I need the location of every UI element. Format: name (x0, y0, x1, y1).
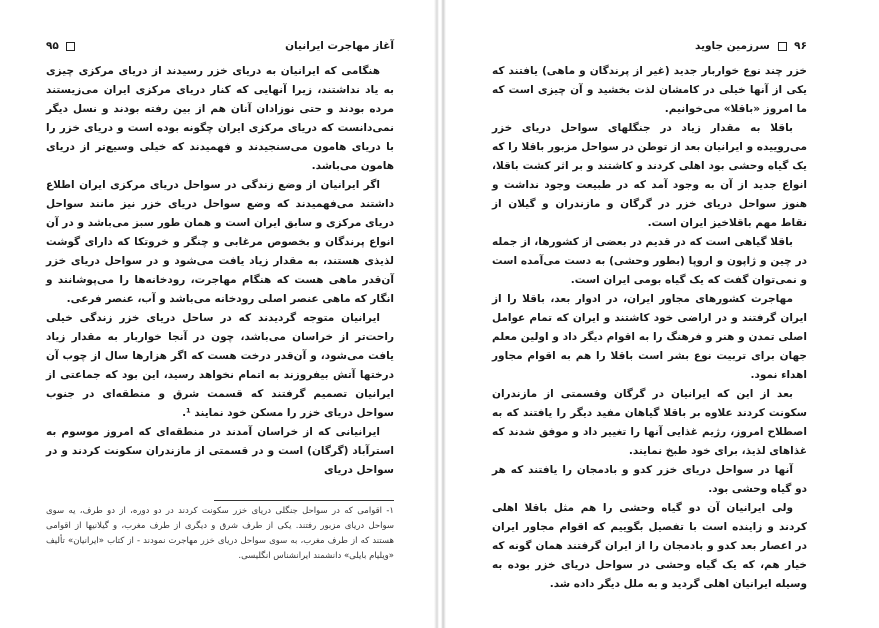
paragraph: اگر ایرانیان از وضع زندگی در سواحل دریای مرکزی ایران اطلاع داشتند می‌فهمیدند که وضع سواحل دریای خزر نیز مانند سواحل دریای مرکزی و سابق ایران است و همان طور سبز می‌باشد و در آن انواع پرندگان و بخصوص مرغابی و چنگر و خروتکا که دارای گوشت لذیذی هستند، به مقدار زیاد یافت می‌شود و در سواحل دریای خزر آن‌قدر ماهی هست که هنگام مهاجرت، رودخانه‌ها را می‌پوشانند و انگار که ماهی عنصر اصلی رودخانه می‌باشد و آب، عنصر فرعی. (46, 179, 394, 305)
paragraph: خزر چند نوع خواربار جدید (غیر از پرندگان و ماهی) یافتند که یکی از آنها خیلی در کامشان لذت بخشید و آن چیزی است که ما امروز «باقلا» می‌خوانیم. (492, 65, 807, 115)
right-running-title: سرزمین جاوید (695, 40, 770, 52)
book-gutter (434, 0, 446, 628)
left-page (0, 0, 434, 628)
paragraph: هنگامی که ایرانیان به دریای خزر رسیدند از دریای مرکزی چیزی به یاد نداشتند، زیرا آنهایی که کنار دریای مرکزی ایران می‌زیستند مرده بودند و حتی نوزادان آنان هم از بین رفته بودند و نسل دیگر نمی‌دانست که دریای مرکزی ایران چگونه بوده است و دریای خزر را با دریای هامون می‌سنجیدند و فهمیدند که خیلی وسیع‌تر از دریای هامون می‌باشد. (46, 65, 394, 172)
right-page-number-group (695, 40, 807, 52)
paragraph: ایرانیان متوجه گردیدند که در ساحل دریای خزر زندگی خیلی راحت‌تر از خراسان می‌باشد، چون در آنجا خواربار به مقدار زیاد یافت می‌شود، و آن‌قدر درخت هست که اگر هزارها سال از چوب آن درختها آتش بیفروزند به اتمام نخواهد رسید، این بود که جماعتی از ایرانیان تصمیم گرفتند که قسمت شرق و منطقه‌ای در جنوب سواحل دریای خزر را مسکن خود نمایند ¹. (46, 312, 394, 419)
left-page-number-group (46, 40, 79, 52)
paragraph: مهاجرت کشورهای مجاور ایران، در ادوار بعد، باقلا را از ایران گرفتند و در اراضی خود کاشتند و ایران که تمام عوامل اصلی تمدن و هنر و فرهنگ را به اقوام دیگر داد و اولین معلم جهان برای تربیت نوع بشر است باقلا را هم به اقوام مجاور اهداء نمود. (492, 293, 807, 381)
footnote (46, 504, 394, 564)
paragraph: باقلا گیاهی است که در قدیم در بعضی از کشورها، از جمله در چین و ژاپون و اروپا (بطور وحشی) به دست می‌آمده است و نمی‌توان گفت که یک گیاه بومی ایران است. (492, 236, 807, 286)
paragraph: ایرانیانی که از خراسان آمدند در منطقه‌ای که امروز موسوم به استرآباد (گرگان) است و در قسمتی از مازندران سکونت کردند و در سواحل دریای (46, 426, 394, 476)
paragraph: آنها در سواحل دریای خزر کدو و بادمجان را یافتند که هر دو گیاه وحشی بود. (492, 464, 807, 495)
paragraph: باقلا به مقدار زیاد در جنگلهای سواحل دریای خزر می‌روییده و ایرانیان بعد از توطن در سواحل مزبور باقلا را که یک گیاه وحشی بود اهلی کردند و کاشتند و بر اثر کشت باقلا، انواع جدید از آن به وجود آمد که در طبیعت وجود نداشت و هنوز سواحل دریای خزر در گرگان و مازندران و گیلان از نقاط مهم باقلاخیز ایران است. (492, 122, 807, 229)
left-page-header (46, 38, 394, 54)
footnote-text: ۱- اقوامی که در سواحل جنگلی دریای خزر سکونت کردند در دو دوره، از دو طرف، یه سوی سواحل دریای مزبور رفتند. یکی از طرف شرق و دیگری از طرف مغرب، و گیلانیها از اقوامی هستند که از طرف مغرب، به سوی سواحل دریای خزر مهاجرت نمودند - از کتاب «ایرانیان» تألیف «ویلیام بایلی» دانشمند ایرانشناس انگلیسی. (46, 506, 394, 561)
paragraph: ولی ایرانیان آن دو گیاه وحشی را هم مثل باقلا اهلی کردند و زاینده است با تفصیل بگوییم که اقوام مجاور ایران در اعصار بعد کدو و بادمجان را از ایران گرفتند همان گونه که خیار هم، که یک گیاه وحشی در سواحل دریای خزر بوده به وسیله ایرانیان اهلی گردید و به ملل دیگر داده شد. (492, 502, 807, 590)
right-body-text (492, 62, 807, 594)
header-square-icon (778, 42, 787, 51)
left-page-number: ۹۵ (46, 40, 59, 52)
right-page (446, 0, 879, 628)
footnote-divider (214, 500, 394, 501)
right-page-number: ۹۶ (794, 40, 807, 52)
right-page-header (492, 38, 807, 54)
left-body-text (46, 62, 394, 480)
paragraph: بعد از این که ایرانیان در گرگان وقسمتی از مازندران سکونت کردند علاوه بر باقلا گیاهان مفید دیگر را یافتند که به اصطلاح امروز، رژیم غذایی آنها را تغییر داد و موفق شدند که غذاهای لذیذ، برای خود طبخ نمایند. (492, 388, 807, 457)
header-square-icon (66, 42, 75, 51)
left-running-title: آغاز مهاجرت ایرانیان (285, 40, 394, 52)
